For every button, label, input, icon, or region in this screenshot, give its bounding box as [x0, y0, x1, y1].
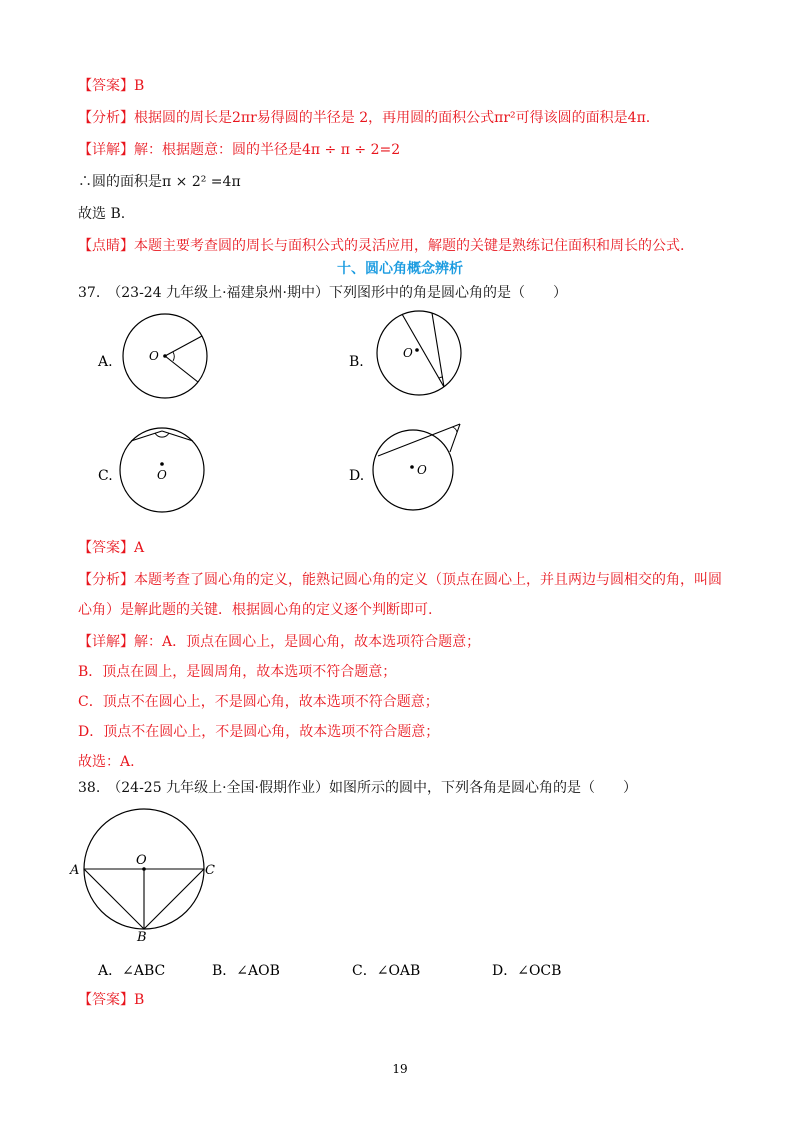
section-title: 十、圆心角概念辨析 [337, 261, 463, 277]
q37-option-b-label: B. [349, 354, 364, 370]
q38-option-d: D．∠OCB [492, 963, 562, 979]
q37-answer: 【答案】A [78, 540, 145, 556]
q37-c-center-label: O [157, 468, 167, 482]
q37-analysis-2: 心角）是解此题的关键．根据圆心角的定义逐个判断即可. [78, 602, 433, 618]
q38-label-c: C [205, 863, 215, 878]
page-number: 19 [392, 1062, 408, 1076]
q38-label-b: B [137, 930, 147, 945]
prev-area: ∴圆的面积是π × 2² =4π [78, 174, 241, 190]
q37-detail-b: B．顶点在圆上，是圆周角，故本选项不符合题意； [78, 664, 397, 680]
q37-choose: 故选：A. [78, 754, 135, 770]
prev-answer: 【答案】B [78, 78, 145, 94]
q37-option-a-label: A. [98, 354, 113, 370]
q37-figure-d [372, 418, 472, 514]
prev-comment: 【点睛】本题主要考查圆的周长与面积公式的灵活应用，解题的关键是熟练记住面积和周长的公式. [78, 238, 685, 254]
q38-answer: 【答案】B [78, 992, 145, 1008]
q37-detail-c: C．顶点不在圆心上，不是圆心角，故本选项不符合题意； [78, 694, 439, 710]
q37-option-d-label: D. [349, 468, 365, 484]
q37-b-center-label: O [403, 346, 413, 360]
q37-figure-b [372, 306, 468, 402]
q37-detail-d: D．顶点不在圆心上，不是圆心角，故本选项不符合题意； [78, 724, 440, 740]
q38-option-c: C．∠OAB [352, 963, 421, 979]
q37-stem: 37. （23-24 九年级上·福建泉州·期中）下列图形中的角是圆心角的是（ ） [78, 285, 567, 301]
q38-label-a: A [70, 863, 80, 878]
prev-choose: 故选 B. [78, 206, 126, 222]
prev-detail: 【详解】解：根据题意：圆的半径是4π ÷ π ÷ 2=2 [78, 142, 401, 158]
q38-stem: 38. （24-25 九年级上·全国·假期作业）如图所示的圆中，下列各角是圆心角的是（ ） [78, 780, 637, 796]
q37-analysis-1: 【分析】本题考查了圆心角的定义，能熟记圆心角的定义（顶点在圆心上，并且两边与圆相交的角，叫圆 [78, 572, 722, 588]
q37-figure-c [118, 420, 214, 516]
q37-detail-a: 【详解】解：A．顶点在圆心上，是圆心角，故本选项符合题意； [78, 634, 481, 650]
q37-option-c-label: C. [98, 468, 113, 484]
prev-analysis: 【分析】根据圆的周长是2πr易得圆的半径是 2，再用圆的面积公式πr²可得该圆的面积是4π. [78, 110, 651, 126]
q38-option-b: B．∠AOB [212, 963, 280, 979]
q37-d-center-label: O [417, 463, 427, 477]
q38-figure [66, 805, 226, 945]
q38-label-o: O [136, 853, 147, 868]
q38-option-a: A．∠ABC [98, 963, 166, 979]
q37-a-center-label: O [149, 349, 159, 363]
q37-figure-a [118, 310, 214, 406]
